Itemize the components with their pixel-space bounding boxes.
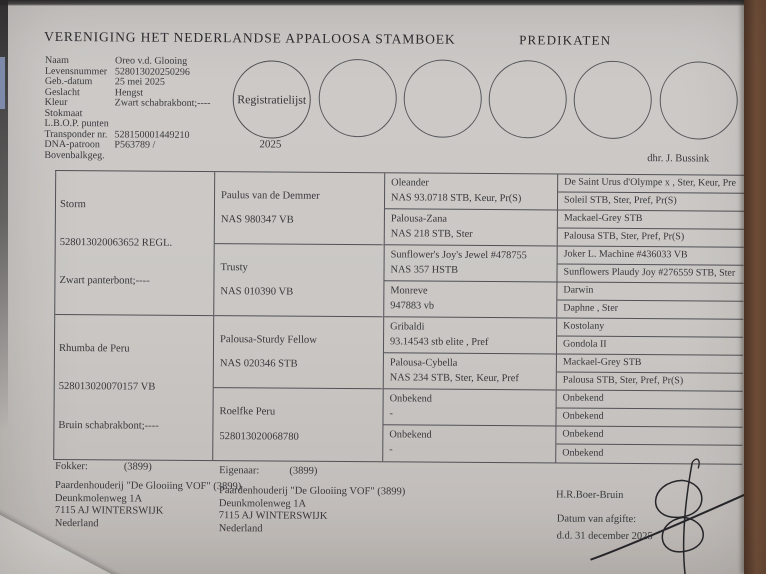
horse-name: Oleander	[391, 177, 429, 189]
field-levensnummer-value: 528013020250296	[114, 65, 190, 78]
horse-reg: 93.14543 stb elite , Pref	[390, 335, 489, 348]
horse-name: Onbekend	[389, 429, 432, 441]
fokker-row	[55, 461, 152, 473]
pedigree-cell	[214, 316, 383, 389]
pedigree-cell: Kostolany	[557, 318, 743, 337]
pedigree-cell: Palousa STB, Ster, Pref, Pr(S)	[557, 372, 743, 391]
predikaat-circle	[488, 60, 567, 139]
predikaat-circle	[318, 59, 397, 138]
field-lbop-punten-label: L.B.O.P. punten	[44, 117, 109, 130]
field-transponder-value: 528150001449210	[114, 128, 190, 141]
horse-name: Trusty	[220, 262, 248, 274]
pedigree-cell: Daphne , Ster	[557, 300, 743, 319]
eigenaar-number: (3899)	[289, 465, 318, 477]
horse-name: Storm	[59, 198, 86, 211]
horse-color: Zwart panterbont;----	[59, 275, 150, 287]
document-title: VERENIGING HET NEDERLANDSE APPALOOSA STAMBOEK	[44, 28, 456, 47]
field-transponder-label: Transponder nr.	[44, 128, 108, 140]
pedigree-cell	[385, 209, 557, 246]
field-dna-patroon-value: P563789 /	[114, 139, 156, 151]
horse-color: Bruin schabrakbont;----	[58, 419, 159, 432]
predikaten-heading: PREDIKATEN	[519, 32, 612, 48]
horse-name: Sunflower's Joy's Jewel #478755	[390, 249, 527, 261]
address-line: 7115 AJ WINTERSWIJK	[54, 505, 164, 517]
pedigree-cell: Mackael-Grey STB	[557, 354, 743, 373]
horse-data-block	[44, 56, 211, 162]
predikaat-circle	[573, 61, 652, 140]
field-dna-patroon-label: DNA-patroon	[44, 138, 100, 151]
horse-reg: NAS 020346 STB	[219, 358, 298, 370]
pedigree-cell: Palousa STB, Ster, Pref, Pr(S)	[558, 228, 744, 247]
horse-reg: -	[389, 444, 393, 456]
pedigree-cell-sire	[55, 171, 214, 316]
field-levensnummer-label: Levensnummer	[44, 65, 108, 77]
pedigree-cell: Onbekend	[557, 390, 743, 409]
address-line: Paardenhouderij "De Glooiing VOF" (3899)	[218, 485, 406, 498]
pedigree-table	[53, 170, 744, 465]
field-stokmaat-label: Stokmaat	[44, 107, 83, 119]
predikaat-circle	[659, 61, 738, 140]
horse-reg: NAS 93.0718 STB, Keur, Pr(S)	[391, 191, 522, 204]
field-gebdatum-value: 25 mei 2025	[114, 76, 165, 88]
horse-name: Onbekend	[389, 393, 433, 405]
pedigree-cell: Darwin	[557, 282, 743, 301]
pedigree-cell	[384, 281, 556, 318]
horse-reg: NAS 980347 VB	[220, 214, 294, 226]
stamp-label: Registratielijst	[237, 91, 307, 107]
pedigree-cell: Onbekend	[562, 447, 604, 459]
date-of-issue-value: d.d. 31 december 2025	[556, 530, 653, 543]
horse-reg: NAS 357 HSTB	[390, 263, 459, 276]
field-geslacht-label: Geslacht	[44, 86, 80, 98]
horse-name: Roelfke Peru	[219, 406, 276, 418]
pedigree-cell: Onbekend	[556, 426, 742, 445]
horse-name: Palousa-Cybella	[389, 357, 458, 369]
address-line: Paardenhouderij "De Glooiing VOF" (3899)	[54, 479, 242, 493]
stamp-year: 2025	[259, 138, 282, 151]
eigenaar-address	[219, 485, 406, 537]
field-kleur-label: Kleur	[44, 96, 68, 109]
horse-name: Gribaldi	[390, 321, 425, 333]
field-gebdatum-label: Geb.-datum	[44, 75, 93, 88]
approved-by: dhr. J. Bussink	[647, 153, 710, 165]
horse-reg: -	[389, 407, 394, 419]
fokker-label: Fokker:	[55, 460, 88, 473]
pedigree-gen1-column	[54, 171, 215, 460]
horse-name: Palousa-Zana	[390, 213, 447, 225]
secretary-name: H.R.Boer-Bruin	[555, 489, 624, 501]
signature-scribble	[584, 456, 763, 574]
pedigree-cell	[383, 425, 555, 462]
horse-name: Monreve	[390, 285, 428, 297]
pedigree-gen4-column	[556, 174, 744, 463]
horse-reg: 528013020070157 VB	[58, 381, 156, 394]
pedigree-cell	[215, 172, 384, 245]
pedigree-cell: Onbekend	[556, 408, 742, 427]
pedigree-cell	[384, 245, 556, 282]
field-kleur-value: Zwart schabrakbont;----	[114, 97, 211, 110]
pedigree-cell: Joker L. Machine #436033 VB	[558, 246, 744, 265]
field-geslacht-value: Hengst	[114, 86, 144, 99]
horse-reg: NAS 218 STB, Ster	[390, 227, 473, 240]
horse-reg: NAS 010390 VB	[220, 286, 294, 298]
fokker-address	[55, 480, 242, 532]
pedigree-gen2-column	[213, 172, 385, 461]
horse-name: Rhumba de Peru	[58, 343, 130, 355]
eigenaar-row	[219, 465, 317, 477]
pedigree-cell: Sunflowers Plaudy Joy #276559 STB, Ster	[557, 264, 743, 283]
pedigree-gen3-column	[383, 173, 558, 462]
address-line: Deunkmolenweg 1A	[218, 497, 307, 510]
pedigree-cell	[213, 388, 382, 461]
eigenaar-label: Eigenaar:	[219, 465, 260, 477]
horse-reg: 947883 vb	[390, 299, 435, 312]
horse-reg: 528013020063652 REGL.	[59, 236, 173, 249]
field-bovenbalkgeg	[44, 150, 210, 162]
pedigree-cell	[385, 173, 557, 210]
address-line: Nederland	[54, 517, 99, 530]
photo-edge-top	[0, 0, 766, 6]
date-of-issue-label: Datum van afgifte:	[556, 513, 637, 526]
address-line: Deunkmolenweg 1A	[54, 492, 143, 505]
pedigree-cell: De Saint Urus d'Olympe x , Ster, Keur, Pre	[558, 174, 744, 193]
pedigree-cell: Mackael-Grey STB	[558, 210, 744, 229]
pedigree-cell	[214, 244, 383, 317]
horse-name: Paulus van de Demmer	[221, 190, 320, 202]
field-bovenbalkgeg-label: Bovenbalkgeg.	[44, 149, 105, 161]
wood-table-edge	[744, 0, 766, 574]
pedigree-cell	[384, 317, 556, 354]
horse-reg: 528013020068780	[219, 430, 299, 443]
pedigree-cell: Gondola II	[557, 336, 743, 355]
field-naam-label: Naam	[44, 54, 69, 67]
pedigree-cell	[383, 389, 555, 426]
horse-reg: NAS 234 STB, Ster, Keur, Pref	[389, 371, 519, 384]
field-naam-value: Oreo v.d. Glooing	[114, 55, 188, 67]
pedigree-cell-dam	[54, 315, 213, 460]
pedigree-cell	[384, 353, 556, 390]
fokker-number: (3899)	[123, 461, 152, 473]
pedigree-cell: Soleil STB, Ster, Pref, Pr(S)	[558, 192, 744, 211]
registratielijst-stamp	[232, 60, 311, 139]
predikaat-circle	[403, 59, 482, 138]
horse-name: Palousa-Sturdy Fellow	[220, 334, 317, 346]
photo-edge-blue-strip	[0, 57, 5, 109]
address-line: 7115 AJ WINTERSWIJK	[218, 510, 328, 523]
address-line: Nederland	[218, 522, 263, 535]
